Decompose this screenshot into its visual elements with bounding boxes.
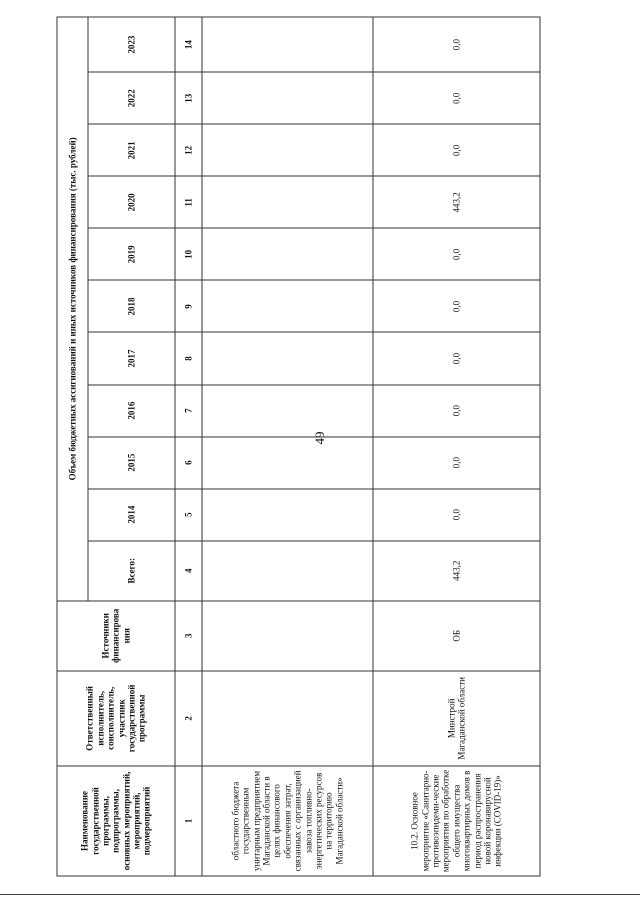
year-value-cell (202, 72, 373, 124)
header-year: 2017 (88, 332, 175, 384)
total-cell: 443,2 (373, 540, 540, 600)
header-total: Всего: (88, 540, 175, 600)
header-executor: Ответственный исполнитель, соисполнитель, участник государственной программы (57, 670, 175, 765)
source-cell: ОБ (373, 600, 540, 670)
year-value-cell (202, 228, 373, 280)
column-number: 7 (175, 384, 202, 436)
year-value-cell (202, 176, 373, 228)
year-value-cell: 0,0 (373, 332, 540, 384)
table-row (202, 17, 373, 876)
year-value-cell: 0,0 (373, 72, 540, 124)
year-value-cell: 0,0 (373, 384, 540, 436)
year-value-cell: 0,0 (373, 280, 540, 332)
column-number: 9 (175, 280, 202, 332)
header-year: 2023 (88, 17, 175, 72)
year-value-cell (202, 124, 373, 176)
budget-table (57, 16, 541, 876)
executor-cell (202, 670, 373, 765)
column-number: 4 (175, 540, 202, 600)
column-number: 1 (175, 765, 202, 875)
year-value-cell: 0,0 (373, 228, 540, 280)
year-value-cell (202, 17, 373, 72)
header-year: 2016 (88, 384, 175, 436)
header-year: 2022 (88, 72, 175, 124)
header-year: 2015 (88, 436, 175, 488)
budget-table-sheet (57, 16, 532, 876)
column-number: 11 (175, 176, 202, 228)
source-cell (202, 600, 373, 670)
year-value-cell: 0,0 (373, 17, 540, 72)
column-number: 8 (175, 332, 202, 384)
column-number: 2 (175, 670, 202, 765)
program-name-cell: 10.2. Основное мероприятие «Санитарно-противоэпидеми-ческие мероприятия по обработке общего имущества многоквартирных домов в период распространения новой коронавирусной инфекции (COVID-19)» (373, 765, 540, 875)
table-row (373, 17, 540, 876)
year-value-cell (202, 384, 373, 436)
header-year: 2021 (88, 124, 175, 176)
column-number: 12 (175, 124, 202, 176)
header-year: 2019 (88, 228, 175, 280)
header-year: 2018 (88, 280, 175, 332)
total-cell (202, 540, 373, 600)
bottom-rule (0, 894, 640, 895)
page-number: 49 (312, 431, 327, 445)
year-value-cell: 0,0 (373, 436, 540, 488)
header-year: 2020 (88, 176, 175, 228)
year-value-cell (202, 332, 373, 384)
program-name-cell: областного бюджета государственным унитарным предприятием Магаданской области в целях финансового обеспечения затрат, связанных с организацией завоза топливно-энергетических ресурсов на территорию Магаданской области» (202, 765, 373, 875)
year-value-cell (202, 436, 373, 488)
year-value-cell: 443,2 (373, 176, 540, 228)
column-number: 10 (175, 228, 202, 280)
year-value-cell (202, 280, 373, 332)
header-funding-volume: Объем бюджетных ассигнований и иных источников финансирования (тыс. рублей) (57, 17, 88, 601)
column-number: 6 (175, 436, 202, 488)
header-program-name: Наименование государственной программы, подпрограммы, основных мероприятий, мероприятий, подмероприятий (57, 765, 175, 875)
column-number: 14 (175, 17, 202, 72)
executor-cell: Минстрой Магаданской области (373, 670, 540, 765)
column-number: 3 (175, 600, 202, 670)
header-year: 2014 (88, 488, 175, 540)
header-funding-source: Источники финансирова ния (57, 600, 175, 670)
year-value-cell: 0,0 (373, 488, 540, 540)
column-number: 13 (175, 72, 202, 124)
column-number: 5 (175, 488, 202, 540)
year-value-cell: 0,0 (373, 124, 540, 176)
year-value-cell (202, 488, 373, 540)
